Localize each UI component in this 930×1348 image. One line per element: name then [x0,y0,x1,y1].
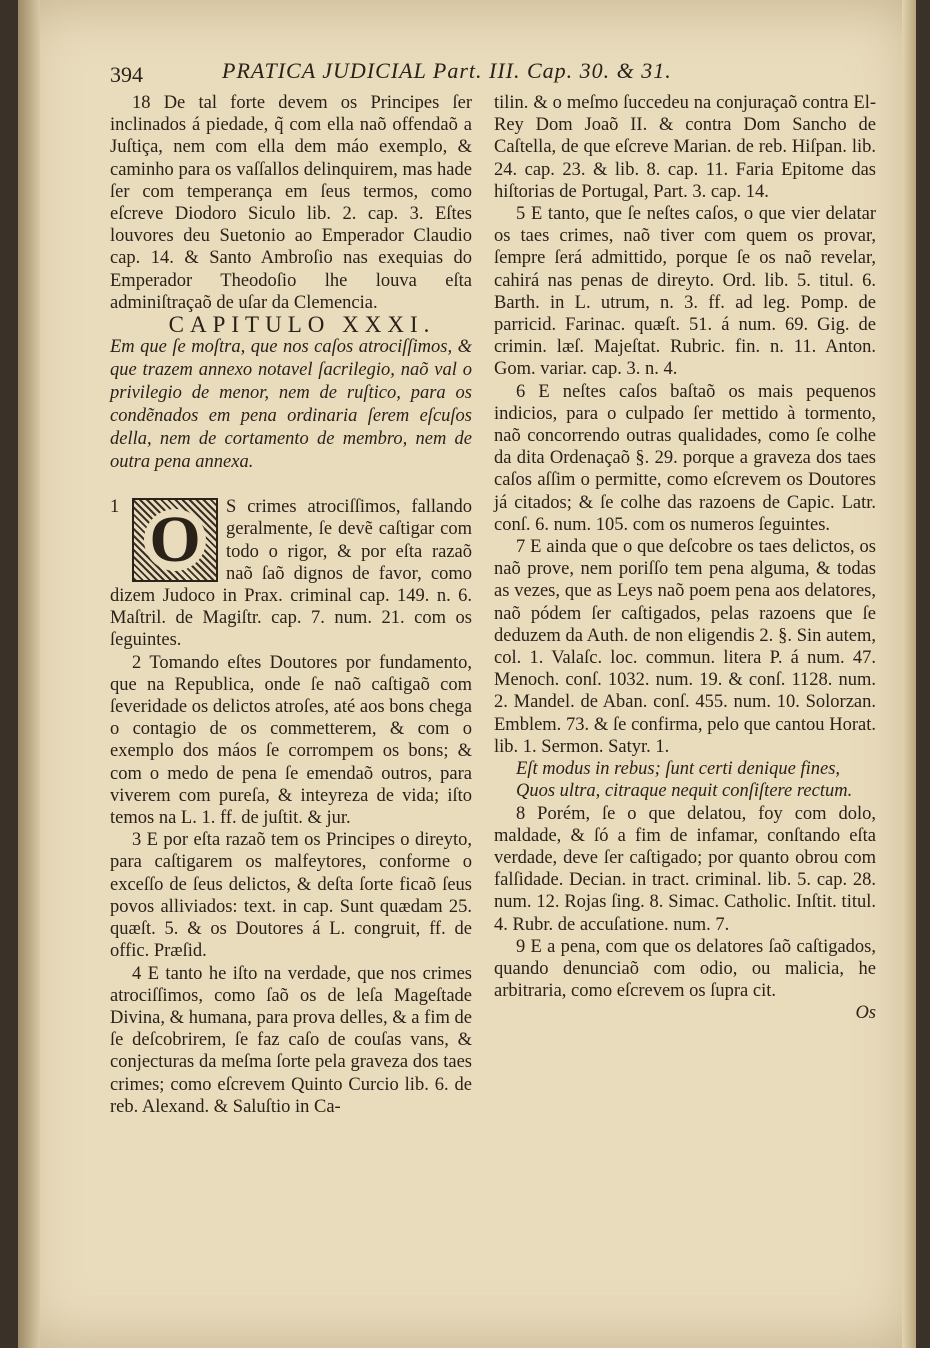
ornamental-initial [132,498,218,582]
paragraph-1-number: 1 [110,497,120,518]
paragraph-1-text: S crimes atrociſſimos, fallando geralmente, ſe devẽ caſtigar com todo o rigor, & por eſta razaõ naõ ſaõ dignos de favor, como dizem Judoco in Prax. criminal cap. 149. n. 6. Maſtril. de Magiſtr. cap. 7. num. 21. com os ſeguintes. [110,497,472,651]
ornamental-initial-letter: O [144,509,206,571]
paragraph-4: 4 E tanto he iſto na verdade, que nos crimes atrociſſimos, como ſaõ os de leſa Mageſtade Divina, & humana, para prova delles, & a fim de ſe deſcobrirem, ſe faz caſo de couſas vans, & conjecturas da meſma ſorte pela graveza dos taes crimes; como eſcrevem Quinto Curcio lib. 6. de reb. Alexand. & Saluſtio in Ca- [110,963,472,1117]
paragraph-9: 9 E a pena, com que os delatores ſaõ caſtigados, quando denunciaõ com odio, ou malicia, he arbitraria, como eſcrevem os ſupra cit. [494,936,876,1002]
paragraph-18: 18 De tal forte devem os Principes ſer inclinados á piedade, q̃ com ella naõ offendaõ a Juſtiça, nem com ella dem máo exemplo, & caminho para os vaſſallos delinquirem, mas hade ſer com temperança em ſeus termos, como eſcreve Diodoro Siculo lib. 2. cap. 3. Eſtes louvores deu Suetonio ao Emperador Claudio cap. 14. & Santo Ambroſio nas exequias do Emperador Theodoſio lhe louva eſta adminiſtraçaõ de uſar da Clemencia. [110,93,472,313]
page-gutter [18,0,40,1348]
paragraph-3: 3 E por eſta razaõ tem os Principes o direyto, para caſtigarem os malfeytores, conforme o exceſſo de ſeus delictos, & deſta ſorte ficaõ ſeus povos alliviados: text. in cap. Sunt quædam 25. quæſt. 5. & os Doutores á L. congruit, ff. de offic. Præſid. [110,830,472,962]
paragraph-2: 2 Tomando eſtes Doutores por fundamento, que na Republica, onde ſe naõ caſtigaõ com ſeveridade os delictos atroſes, até aos bons chega o contagio de os commetterem, & com o exemplo dos máos ſe corrompem os bons; & com o medo de pena ſe emendaõ outros, para viverem com pureſa, & inteyreza de vida; iſto temos na L. 1. ff. de juſtit. & jur. [110,652,472,829]
paragraph-6: 6 E neſtes caſos baſtaõ os mais pequenos indicios, para o culpado ſer mettido à tormento, naõ concorrendo outras qualidades, como ſe colhe da dita Ordenaçaõ §. 29. porque a graveza dos taes caſos aſſim o permitte, como eſcrevem os Doutores já citados; & ſe colhe das razoens de Capic. Latr. conſ. 6. num. 105. com os numeros ſeguintes. [494,381,876,535]
verse-line-1: Eſt modus in rebus; ſunt certi denique fines, [516,759,841,780]
paragraph-8: 8 Porém, ſe o que delatou, foy com dolo, maldade, & ſó a fim de infamar, conſtando eſta verdade, deve ſer caſtigado; por quanto obrou com falſidade. Decian. in tract. criminal. lib. 5. cap. 28. num. 12. Rojas ſing. 8. Simac. Catholic. Inſtit. titul. 4. Rubr. de accuſatione. num. 7. [494,803,876,935]
right-column [494,92,876,1025]
verse-line-2: Quos ultra, citraque nequit conſiſtere rectum. [516,781,853,802]
book-page [18,0,916,1348]
paragraph-7: 7 E ainda que o que deſcobre os taes delictos, os naõ prove, nem poriſſo tem pena alguma, & todas as vezes, que as Leys naõ poem pena aos delatores, naõ pódem ſer caſtigados, pelas razoens que ſe deduzem da Auth. de non eligendis 2. §. Sin autem, col. 1. Valaſc. loc. commun. litera P. á num. 47. Menoch. conſ. 1032. num. 19. & conſ. 1128. num. 2. Mandel. de Aban. conſ. 455. num. 10. Solorzan. Emblem. 73. & ſe confirma, pelo que cantou Horat. lib. 1. Sermon. Satyr. 1. [494,537,876,757]
running-header [110,58,790,90]
paragraph-1 [110,496,472,651]
page-number: 394 [110,62,143,87]
paragraph-continuation: tilin. & o meſmo ſuccedeu na conjuraçaõ contra El-Rey Dom Joaõ II. & contra Dom Sancho de Caſtella, de que eſcreve Marian. de reb. Hiſpan. lib. 24. cap. 23. & lib. 8. cap. 11. Faria Epitome das hiſtorias de Portugal, Part. 3. cap. 14. [494,93,876,202]
running-title: PRATICA JUDICIAL Part. III. Cap. 30. & 31. [222,58,672,83]
catchword: Os [855,1003,876,1024]
paragraph-5: 5 E tanto, que ſe neſtes caſos, o que vier delatar os taes crimes, naõ tiver com quem os provar, ſempre ſerá admittido, porque ſe os naõ revelar, cahirá nas penas de direyto. Ord. lib. 5. titul. 6. Barth. in L. utrum, n. 3. ff. ad leg. Pomp. de parricid. Farinac. quæſt. 51. á num. 69. Gig. de crimin. læſ. Majeſtat. Rubric. fin. n. 11. Anton. Gom. variar. cap. 3. n. 4. [494,204,876,380]
page-edge [902,0,916,1348]
chapter-summary: Em que ſe moſtra, que nos caſos atrociſſimos, & que trazem annexo notavel ſacrilegio, naõ val o privilegio de menor, nem de ruſtico, para os condẽnados em pena ordinaria ſerem eſcuſos della, nem de cortamento de membro, nem de outra pena annexa. [110,337,472,473]
left-column [110,92,472,1118]
chapter-title: CAPITULO XXXI. [168,312,436,338]
